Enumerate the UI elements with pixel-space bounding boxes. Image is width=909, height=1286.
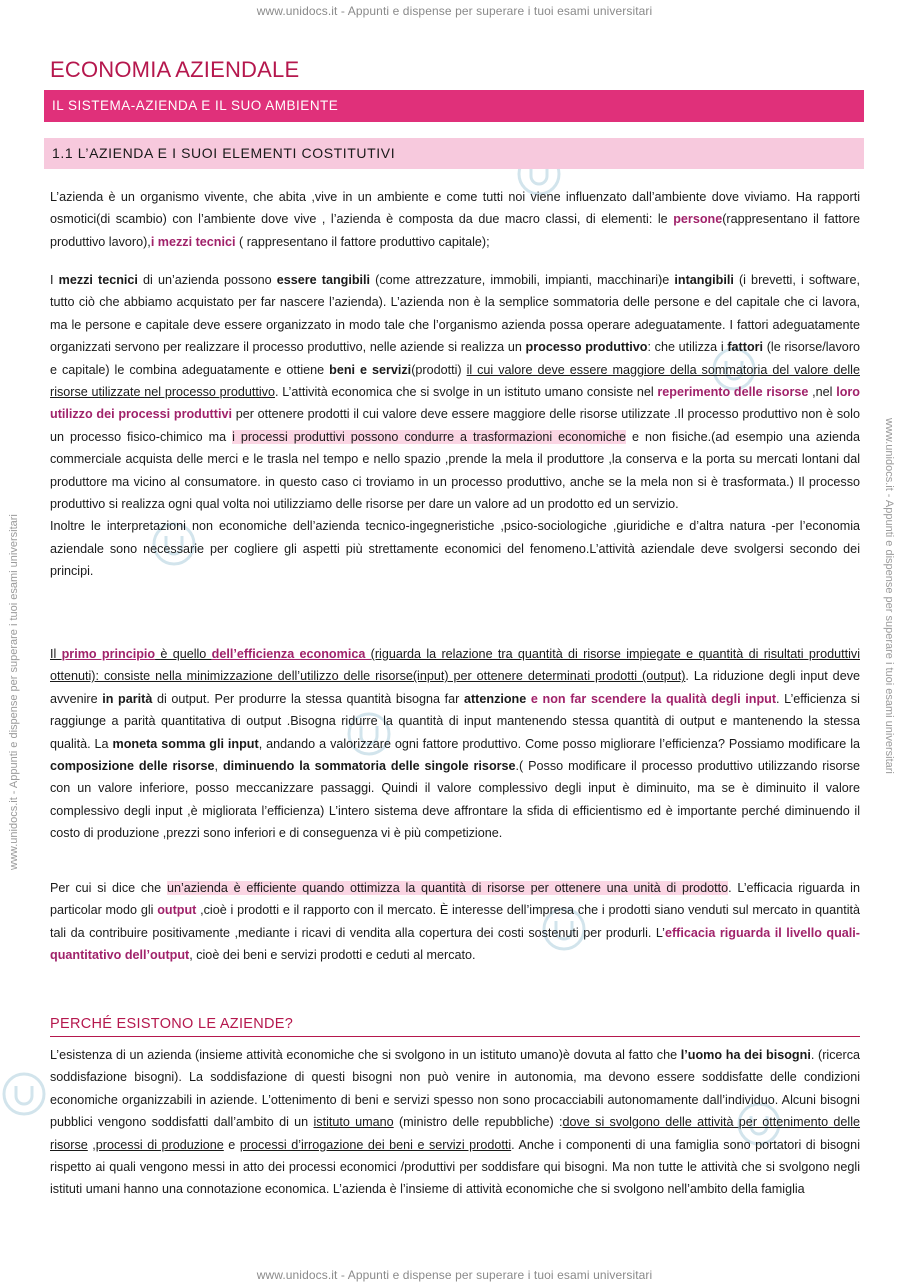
section-heading: IL SISTEMA-AZIENDA E IL SUO AMBIENTE [44,90,864,122]
watermark-bottom: www.unidocs.it - Appunti e dispense per superare i tuoi esami universitari [256,1268,653,1282]
paragraph-bisogni: L’esistenza di un azienda (insieme attività economiche che si svolgono in un istituto umano)è dovuta al fatto che l’uomo ha dei bisogni. (ricerca soddisfazione bisogni). La soddisfazione di questi bisogni non può venire in autonomia, ma devono essere soddisfatte delle condizioni economiche organizzabili in aziende. L’ottenimento di beni e servizi spesso non sono procacciabili autonomamente dall’individuo. Alcuni bisogni pubblici vengono soddisfatti dall’ambito di un istituto umano (ministro delle repubbliche) :dove si svolgono delle attività per ottenimento delle risorse ,processi di produzione e processi d’irrogazione dei beni e servizi prodotti. Anche i componenti di una famiglia sono portatori di bisogni rispetto ai quali vengono messi in atto dei processi economici /produttivi per soddisfare qui bisogni. Ma non tutte le attività che si svolgono negli istituti umani hanno una connotazione economica. L’azienda è l’insieme di attività economiche che si svolgono nell’ambito della famiglia [50,1048,861,1197]
paragraph-intro: L’azienda è un organismo vivente, che abita ,vive in un ambiente e come tutti noi viene influenzato dall’ambiente dove viviamo. Ha rapporti osmotici(di scambio) con l’ambiente dove vive , l’azienda è composta da due macro classi, di elementi: le persone(rappresentano il fattore produttivo lavoro),i mezzi tecnici ( rappresentano il fattore produttivo capitale); [50,190,860,249]
heading-perche-aziende: PERCHÉ ESISTONO LE AZIENDE? [50,1016,860,1037]
watermark-right: www.unidocs.it - Appunti e dispense per superare i tuoi esami universitari [883,418,895,774]
document-page [50,54,861,1197]
unidocs-logo-icon [0,1070,48,1118]
subsection-heading: 1.1 L’AZIENDA E I SUOI ELEMENTI COSTITUTIVI [44,138,864,169]
term-persone: persone [673,212,723,227]
watermark-top: www.unidocs.it - Appunti e dispense per superare i tuoi esami universitari [256,4,653,18]
paragraph-mezzi-tecnici: I mezzi tecnici di un’azienda possono essere tangibili (come attrezzature, immobili, impianti, macchinari)e intangibili (i brevetti, i software, tutto ciò che abbiamo acquistato per far nascere l’azienda). L’azienda non è la semplice sommatoria delle persone e del capitale che ci lavora, ma le persone e capitale deve essere organizzato in modo tale che l’organismo azienda possa operare adeguatamente. I fattori adeguatamente organizzati servono per realizzare il processo produttivo, nelle aziende si realizza un processo produttivo: che utilizza i fattori (le risorse/lavoro e capitale) le combina adeguatamente e ottiene beni e servizi(prodotti) il cui valore deve essere maggiore della sommatoria del valore delle risorse utilizzate nel processo produttivo. L’attività economica che si svolge in un istituto umano consiste nel reperimento delle risorse ,nel loro utilizzo dei processi produttivi per ottenere prodotti il cui valore deve essere maggiore delle risorse utilizzate .Il processo produttivo non è solo un processo fisico-chimico ma i processi produttivi possono condurre a trasformazioni economiche e non fisiche.(ad esempio una azienda commerciale acquista delle merci e le trasla nel tempo e nello spazio ,prende la mela il produttore ,la conserva e la porta su mercati lontani dal produttore ma vicino al consumatore. in questo caso ci troviamo in un processo produttivo, anche se la mela non si è trasformata.) Il processo produttivo si realizza ogni qual volta noi utilizziamo delle risorse per dare un valore ad un prodotto ed un servizio. Inoltre le interpretazioni non economiche dell’azienda tecnico-ingegneristiche ,psico-sociologiche ,giuridiche e d’altra natura -per l’economia aziendale sono necessarie per cogliere gli aspetti più strettamente economici del fenomeno.L’attività aziendale deve svolgersi secondo dei principi. [50,273,861,579]
watermark-left: www.unidocs.it - Appunti e dispense per superare i tuoi esami universitari [8,514,20,870]
term-mezzi-tecnici: i mezzi tecnici [150,234,236,249]
paragraph-efficacia: Per cui si dice che un’azienda è efficiente quando ottimizza la quantità di risorse per ottenere una unità di prodotto. L’efficacia riguarda in particolar modo gli output ,cioè i prodotti e il rapporto con il mercato. È interesse dell’impresa che i prodotti siano venduti sul mercato in quantità tali da contribuire positivamente ,mediante i ricavi di vendita alla copertura dei costi sostenuti per produrli. L’efficacia riguarda il livello quali-quantitativo dell’output, cioè dei beni e servizi prodotti e ceduti al mercato. [50,881,860,963]
document-title: ECONOMIA AZIENDALE [50,57,300,82]
paragraph-efficienza: Il primo principio è quello dell’efficienza economica (riguarda la relazione tra quantità di risorse impiegate e quantità di risultati produttivi ottenuti): consiste nella minimizzazione dell’utilizzo delle risorse(input) per ottenere determinati prodotti (output). La riduzione degli input deve avvenire in parità di output. Per produrre la stessa quantità bisogna far attenzione e non far scendere la qualità degli input. L’efficienza si raggiunge a parità quantitativa di output .Bisogna ridurre la quantità di input mantenendo stessa quantità di output e mantenendo la stessa qualità. La moneta somma gli input, andando a valorizzare ogni fattore produttivo. Come posso migliorare l’efficienza? Possiamo modificare la composizione delle risorse, diminuendo la sommatoria delle singole risorse.( Posso modificare il processo produttivo utilizzando risorse con un valore inferiore, posso meccanizzare passaggi. Quindi il valore complessivo degli input è diminuito, ma se è diminuito il valore complessivo degli input ,è migliorata l’efficienza) L’intero sistema deve affrontare la sfida di efficientismo ed è importante perché diminuendo il costo di produzione ,prezzi sono inferiori e di conseguenza vi è più competizione. [50,647,861,841]
